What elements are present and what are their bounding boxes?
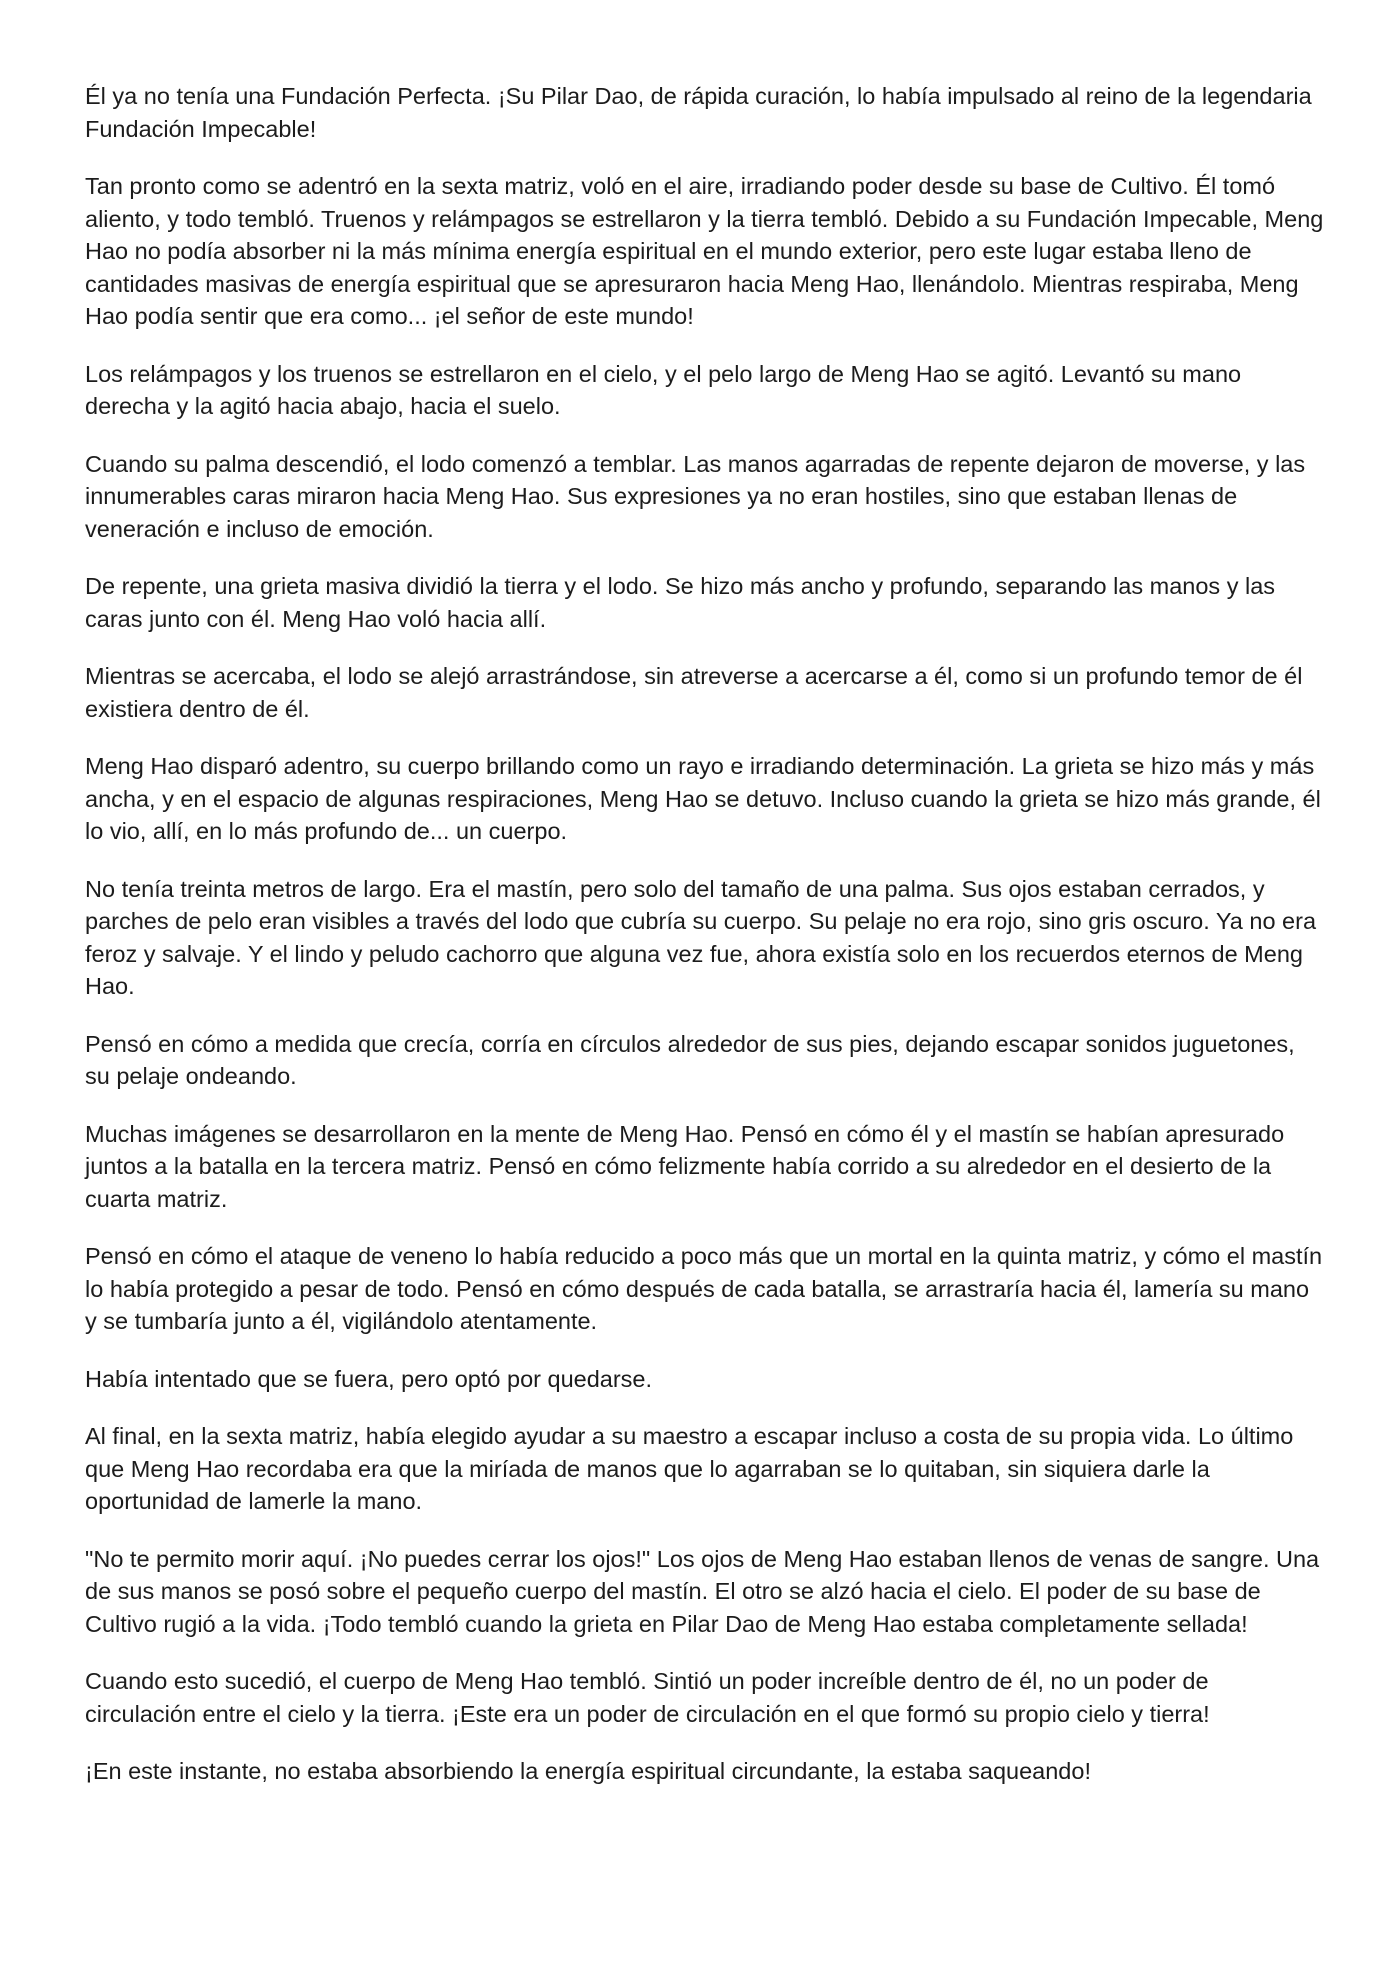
paragraph-11: Pensó en cómo el ataque de veneno lo había reducido a poco más que un mortal en la quinta matriz, y cómo el mastín lo había protegido a pesar de todo. Pensó en cómo después de cada batalla, se arrastraría hacia él, lamería su mano y se tumbaría junto a él, vigilándolo atentamente. [85, 1243, 1323, 1334]
paragraph-6: Mientras se acercaba, el lodo se alejó arrastrándose, sin atreverse a acercarse a él, como si un profundo temor de él existiera dentro de él. [85, 663, 1303, 722]
paragraph-3: Los relámpagos y los truenos se estrellaron en el cielo, y el pelo largo de Meng Hao se agitó. Levantó su mano derecha y la agitó hacia abajo, hacia el suelo. [85, 360, 1242, 419]
paragraph-15: Cuando esto sucedió, el cuerpo de Meng Hao tembló. Sintió un poder increíble dentro de él, no un poder de circulación entre el cielo y la tierra. ¡Este era un poder de circulación en el que formó su propio cielo y tierra! [85, 1668, 1210, 1727]
paragraph-2: Tan pronto como se adentró en la sexta matriz, voló en el aire, irradiando poder desde su base de Cultivo. Él tomó aliento, y todo tembló. Truenos y relámpagos se estrellaron y la tierra tembló. Debido a su Fundación Impecable, Meng Hao no podía absorber ni la más mínima energía espiritual en el mundo exterior, pero este lugar estaba lleno de cantidades masivas de energía espiritual que se apresuraron hacia Meng Hao, llenándolo. Mientras respiraba, Meng Hao podía sentir que era como... ¡el señor de este mundo! [85, 173, 1324, 329]
paragraph-13: Al final, en la sexta matriz, había elegido ayudar a su maestro a escapar incluso a costa de su propia vida. Lo último que Meng Hao recordaba era que la miríada de manos que lo agarraban se lo quitaban, sin siquiera darle la oportunidad de lamerle la mano. [85, 1423, 1294, 1514]
paragraph-8: No tenía treinta metros de largo. Era el mastín, pero solo del tamaño de una palma. Sus ojos estaban cerrados, y parches de pelo eran visibles a través del lodo que cubría su cuerpo. Su pelaje no era rojo, sino gris oscuro. Ya no era feroz y salvaje. Y el lindo y peludo cachorro que alguna vez fue, ahora existía solo en los recuerdos eternos de Meng Hao. [85, 875, 1317, 999]
paragraph-7: Meng Hao disparó adentro, su cuerpo brillando como un rayo e irradiando determinación. La grieta se hizo más y más ancha, y en el espacio de algunas respiraciones, Meng Hao se detuvo. Incluso cuando la grieta se hizo más grande, él lo vio, allí, en lo más profundo de... un cuerpo. [85, 753, 1321, 844]
paragraph-14: "No te permito morir aquí. ¡No puedes cerrar los ojos!" Los ojos de Meng Hao estaban llenos de venas de sangre. Una de sus manos se posó sobre el pequeño cuerpo del mastín. El otro se alzó hacia el cielo. El poder de su base de Cultivo rugió a la vida. ¡Todo tembló cuando la grieta en Pilar Dao de Meng Hao estaba completamente sellada! [85, 1545, 1320, 1637]
document-body [85, 80, 1325, 1813]
paragraph-12: Había intentado que se fuera, pero optó por quedarse. [85, 1365, 653, 1392]
paragraph-10: Muchas imágenes se desarrollaron en la mente de Meng Hao. Pensó en cómo él y el mastín se habían apresurado juntos a la batalla en la tercera matriz. Pensó en cómo felizmente había corrido a su alrededor en el desierto de la cuarta matriz. [85, 1120, 1285, 1212]
paragraph-5: De repente, una grieta masiva dividió la tierra y el lodo. Se hizo más ancho y profundo, separando las manos y las caras junto con él. Meng Hao voló hacia allí. [85, 573, 1276, 632]
paragraph-16: ¡En este instante, no estaba absorbiendo la energía espiritual circundante, la estaba saqueando! [85, 1758, 1091, 1784]
paragraph-1: Él ya no tenía una Fundación Perfecta. ¡Su Pilar Dao, de rápida curación, lo había impulsado al reino de la legendaria Fundación Impecable! [85, 83, 1312, 142]
paragraph-4: Cuando su palma descendió, el lodo comenzó a temblar. Las manos agarradas de repente dejaron de moverse, y las innumerables caras miraron hacia Meng Hao. Sus expresiones ya no eran hostiles, sino que estaban llenas de veneración e incluso de emoción. [85, 450, 1306, 542]
paragraph-9: Pensó en cómo a medida que crecía, corría en círculos alrededor de sus pies, dejando escapar sonidos juguetones, su pelaje ondeando. [85, 1030, 1295, 1089]
